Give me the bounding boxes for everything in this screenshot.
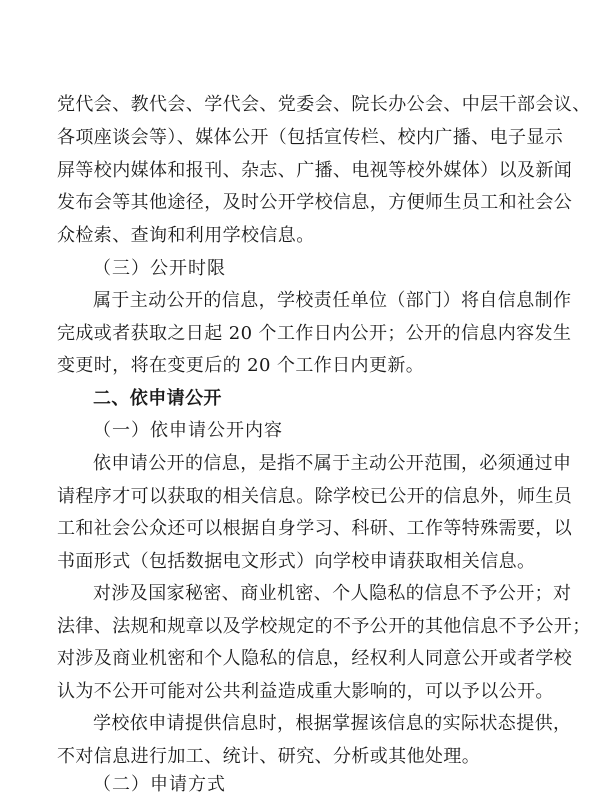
section-heading-apply-disclosure: 二、依申请公开 xyxy=(93,388,222,409)
paragraph-line: 依申请公开的信息，是指不属于主动公开范围，必须通过申 xyxy=(93,453,572,474)
paragraph-line: 屏等校内媒体和报刊、杂志、广播、电视等校外媒体）以及新闻 xyxy=(57,160,573,181)
paragraph-line: 法律、法规和规章以及学校规定的不予公开的其他信息不予公开； xyxy=(57,616,591,637)
paragraph-line: 发布会等其他途径，及时公开学校信息，方便师生员工和社会公 xyxy=(57,192,573,213)
paragraph-line: 党代会、教代会、学代会、党委会、院长办公会、中层干部会议、 xyxy=(57,94,591,115)
paragraph-line: 书面形式（包括数据电文形式）向学校申请获取相关信息。 xyxy=(57,551,536,572)
paragraph-line: 变更时，将在变更后的 20 个工作日内更新。 xyxy=(57,355,425,376)
section-subheading-apply-content: （一）依申请公开内容 xyxy=(93,420,283,441)
paragraph-line: 属于主动公开的信息，学校责任单位（部门）将自信息制作 xyxy=(93,290,572,311)
paragraph-line: 完成或者获取之日起 20 个工作日内公开；公开的信息内容发生 xyxy=(57,323,572,344)
section-subheading-apply-method: （二）申请方式 xyxy=(93,774,226,795)
paragraph-line: 对涉及国家秘密、商业机密、个人隐私的信息不予公开；对 xyxy=(93,583,572,604)
paragraph-line: 请程序才可以获取的相关信息。除学校已公开的信息外，师生员 xyxy=(57,486,573,507)
paragraph-line: 认为不公开可能对公共利益造成重大影响的，可以予以公开。 xyxy=(57,681,554,702)
paragraph-line: 众检索、查询和利用学校信息。 xyxy=(57,225,315,246)
section-subheading-time-limit: （三）公开时限 xyxy=(93,258,226,279)
paragraph-line: 对涉及商业机密和个人隐私的信息，经权利人同意公开或者学校 xyxy=(57,648,573,669)
paragraph-line: 工和社会公众还可以根据自身学习、科研、工作等特殊需要，以 xyxy=(57,518,573,539)
paragraph-line: 各项座谈会等）、媒体公开（包括宣传栏、校内广播、电子显示 xyxy=(57,127,564,148)
paragraph-line: 不对信息进行加工、统计、研究、分析或其他处理。 xyxy=(57,746,481,767)
paragraph-line: 学校依申请提供信息时，根据掌握该信息的实际状态提供， xyxy=(93,713,572,734)
